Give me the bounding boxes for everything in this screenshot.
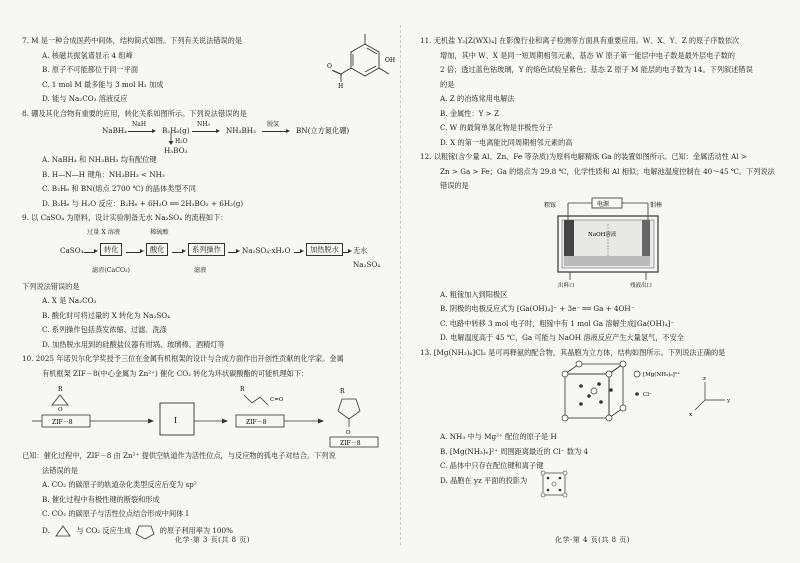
- q13-legend-mg: [Mg(NH₃)₆]²⁺: [643, 372, 680, 378]
- q9-end-product: 无水 Na₂SO₄: [353, 245, 381, 269]
- q12-option-a: A. 粗镓加入到阳极区: [440, 289, 508, 299]
- svg-text:NaOH溶液: NaOH溶液: [588, 231, 617, 238]
- q9-option-c: C. 系列操作包括蒸发浓缩、过滤、洗涤: [42, 325, 167, 334]
- q8-branch-h3bo3: H₃BO₃: [164, 146, 188, 155]
- q9-step-convert: 转化: [100, 243, 122, 256]
- q8-chain-nh3: NH₃: [197, 121, 210, 128]
- q9-below-residue: 滤渣(CaCO₃): [92, 266, 130, 274]
- q9-step-series: 系列操作: [188, 243, 225, 256]
- q13-stem: 13. [Mg(NH₃)₆]Cl₂ 是可再释氨的配合物，其晶胞为立方体，结构如图所示。下列说法正确的是: [420, 347, 726, 357]
- q8-conversion-chain: [22, 121, 392, 153]
- q8-branch-arrow: [168, 133, 174, 145]
- q10-option-b: B. 催化过程中有极性键的断裂和形成: [42, 494, 160, 504]
- svg-text:y: y: [727, 398, 731, 404]
- q13-legend-cl: Cl⁻: [643, 392, 652, 398]
- q8-option-c: C. B₂H₆ 和 BN(熔点 2700 ℃) 的晶体类型不同: [42, 184, 196, 193]
- q7-option-a: A. 核磁共振氢谱显示 4 组峰: [42, 50, 133, 60]
- q12-stem-line-1: 12. 以粗镓(含少量 Al、Zn、Fe 等杂质)为原料电解精炼 Ga 的装置如图所示。已知：金属活动性 Al >: [420, 152, 747, 161]
- q13-crystal-figure: [420, 360, 782, 430]
- q9-option-d: D. 加热脱水用到的硅酸盐仪器有坩埚、玻璃棒、酒精灯等: [42, 339, 225, 349]
- q9-above-reagent-1: 过量 X 溶液: [87, 228, 121, 236]
- q8-arrow-1: [128, 127, 156, 135]
- svg-text:残液出口: 残液出口: [630, 282, 653, 288]
- q8-chain-bn: BN(立方氮化硼): [296, 126, 350, 135]
- q12-option-c: C. 电路中转移 3 mol 电子时，粗镓中有 1 mol Ga 溶解生成[Ga(OH)₄]⁻: [440, 318, 675, 328]
- right-page: [420, 34, 782, 488]
- q13-projection-icon: [540, 470, 568, 498]
- q9-step-dehydrate: 加热脱水: [306, 243, 343, 256]
- svg-text:粗镓: 粗镓: [544, 201, 557, 209]
- q12-option-b: B. 阴极的电极反应式为 [Ga(OH)₄]⁻ + 3e⁻ ══ Ga + 4OH⁻: [440, 304, 635, 313]
- q10-info-line-1: 已知：催化过程中，ZIF－8 由 Zn²⁺ 提供空轨道作为活性位点，与反应物的孤电子对结合。下列说: [22, 451, 336, 460]
- q10-carbonate-icon: [133, 522, 157, 540]
- svg-text:R: R: [340, 388, 345, 395]
- q9-start: CaSO₄: [60, 245, 84, 255]
- q8-chain-nabh4: NaBH₄: [102, 126, 128, 135]
- q8-branch-h2o: H₂O: [175, 138, 188, 145]
- q11-stem-line-2: 增加，其中 W、X 是同一短周期相邻元素，基态 W 原子第一能层中电子数是最外层电子数的: [440, 50, 735, 60]
- q10-option-d-mid: 与 CO₂ 反应生成: [76, 525, 132, 535]
- svg-text:x: x: [689, 412, 693, 418]
- svg-text:电源: 电源: [597, 200, 610, 208]
- q9-mid-product: Na₂SO₄·xH₂O: [242, 245, 291, 255]
- q9-above-reagent-2: 稀硫酸: [150, 228, 169, 236]
- svg-text:ZIF－8: ZIF－8: [246, 419, 267, 426]
- q9-process-flow: [22, 226, 392, 280]
- q10-info-line-2: 法错误的是: [42, 465, 78, 475]
- q13-option-c: C. 晶体中只存在配位键和离子键: [440, 461, 544, 470]
- q10-mechanism-scheme: [22, 381, 392, 449]
- svg-text:R: R: [240, 386, 245, 393]
- q12-stem-line-3: 错误的是: [440, 181, 469, 190]
- svg-text:R: R: [58, 386, 63, 393]
- q12-option-d: D. 电解温度高于 45 ℃，Ga 可能与 NaOH 溶液反应产生大量氢气，不安全: [440, 333, 684, 342]
- q10-mechanism-drawing: [22, 381, 392, 449]
- q8-option-b: B. H—N—H 键角：NH₃BH₃ < NH₃: [42, 169, 165, 179]
- q7-option-c: C. 1 mol M 最多能与 3 mol H₂ 加成: [42, 79, 164, 89]
- q11-stem-line-4: 的是: [440, 79, 455, 89]
- left-page: [22, 34, 396, 542]
- q11-option-c: C. W 的最简单氢化物是非极性分子: [440, 123, 553, 132]
- svg-text:O: O: [58, 407, 63, 413]
- q8-chain-b2h6: B₂H₆(g): [162, 126, 190, 135]
- q9-option-a: A. X 是 Na₂CO₃: [42, 296, 97, 305]
- svg-text:ZIF－8: ZIF－8: [340, 440, 361, 447]
- q11-stem-line-1: 11. 无机盐 Y₂[Z(WX)₄] 在影像行业和离子检测等方面具有重要应用。W、X、Y、Z 的原子序数依次: [420, 36, 740, 45]
- question-9: [22, 211, 392, 352]
- q8-chain-nh3bh3: NH₃BH₃: [226, 126, 256, 135]
- question-12: [420, 150, 782, 346]
- q10-option-d-letter: D.: [42, 525, 50, 535]
- q9-option-b: B. 酸化时可将过量的 X 转化为 Na₂SO₄: [42, 310, 171, 320]
- svg-text:I: I: [174, 416, 178, 425]
- q11-option-a: A. Z 的冶炼常用电解法: [440, 94, 515, 103]
- q11-option-b: B. 金属性：Y > Z: [440, 108, 499, 118]
- q10-option-c: C. CO₂ 的碳原子与活性位点结合形成中间体 I: [42, 509, 189, 518]
- q12-electrolysis-device: [420, 194, 782, 288]
- q9-lead: 下列说法错误的是: [22, 281, 80, 291]
- svg-text:钼棒: 钼棒: [650, 201, 663, 209]
- question-8: [22, 107, 392, 212]
- q13-option-d-text: D. 晶胞在 yz 平面的投影为: [440, 475, 528, 485]
- q12-stem-line-2: Zn > Ga > Fe；Ga 的熔点为 29.8 ℃，化学性质和 Al 相似；电解池温度控制在 40～45 ℃。下列说法: [440, 166, 775, 176]
- q8-arrow-3: [262, 127, 290, 135]
- page-3-footer: 化学·第 3 页(共 8 页): [175, 536, 250, 544]
- q11-option-d: D. X 的第一电离能比同周期相邻元素的高: [440, 137, 573, 147]
- q7-label-h: H: [338, 83, 344, 90]
- question-11: [420, 34, 782, 150]
- q7-option-d: D. 能与 Na₂CO₃ 溶液反应: [42, 94, 128, 103]
- q9-below-filtrate: 滤液: [194, 266, 207, 274]
- q7-stem: 7. M 是一种合成医药中间体，结构简式如图。下列有关说法错误的是: [22, 36, 243, 45]
- question-13: [420, 346, 782, 489]
- svg-text:出料口: 出料口: [558, 282, 575, 288]
- svg-text:ZIF－8: ZIF－8: [52, 419, 73, 426]
- svg-text:z: z: [703, 376, 706, 382]
- q8-chain-dehydro: 脱氢: [267, 121, 280, 128]
- q10-epoxide-icon: [52, 522, 74, 540]
- q9-stem: 9. 以 CaSO₄ 为原料，设计实验制备无水 Na₂SO₄ 的流程如下：: [22, 213, 228, 222]
- q10-option-d-end: 的原子利用率为 100%: [159, 525, 233, 535]
- q8-chain-nah: NaH: [132, 121, 147, 128]
- q13-unit-cell-drawing: [555, 360, 775, 430]
- q11-stem-line-3: 2 倍；透过蓝色钴玻璃，Y 的焰色试验呈紫色；基态 Z 原子 M 能层的电子数为 14。下列叙述错误: [440, 65, 753, 74]
- q9-step-acidify: 酸化: [146, 243, 168, 256]
- q10-stem-line-1: 10. 2025 年诺贝尔化学奖授予三位在金属有机框架的设计与合成方面作出开创性贡献的化学家。金属: [22, 354, 344, 363]
- q10-option-a: A. CO₂ 的碳原子的轨道杂化类型反应后变为 sp²: [42, 480, 197, 489]
- q7-molecule-structure: [327, 30, 402, 90]
- q8-arrow-2: [192, 127, 220, 135]
- q10-stem-line-2: 有机框架 ZIF－8(中心金属为 Zn²⁺) 催化 CO₂ 转化为环状碳酸酯的可能机理如下：: [42, 368, 309, 378]
- q7-label-oh: OH: [385, 57, 396, 64]
- q7-label-o: O: [327, 63, 332, 70]
- page-divider: [400, 25, 401, 545]
- svg-text:C=O: C=O: [270, 397, 284, 403]
- question-10: [22, 352, 392, 542]
- q8-stem: 8. 硼及其化合物有重要的应用，转化关系如图所示。下列说法错误的是: [22, 108, 247, 118]
- svg-text:O: O: [346, 430, 351, 436]
- q8-option-d: D. B₂H₆ 与 H₂O 反应：B₂H₆ + 6H₂O ══ 2H₃BO₃ + 6H₂(g): [42, 198, 244, 208]
- q13-option-a: A. NH₃ 中与 Mg²⁺ 配位的原子是 H: [440, 432, 557, 441]
- q13-option-b: B. [Mg(NH₃)₆]²⁺ 周围距离最近的 Cl⁻ 数为 4: [440, 446, 589, 456]
- page-4-footer: 化学·第 4 页(共 8 页): [555, 536, 630, 544]
- q8-option-a: A. NaBH₄ 和 NH₃BH₃ 均有配位键: [42, 155, 157, 164]
- q12-cell-drawing: [530, 194, 690, 288]
- q13-option-d: [420, 474, 782, 489]
- q7-option-b: B. 原子不可能都位于同一平面: [42, 65, 139, 74]
